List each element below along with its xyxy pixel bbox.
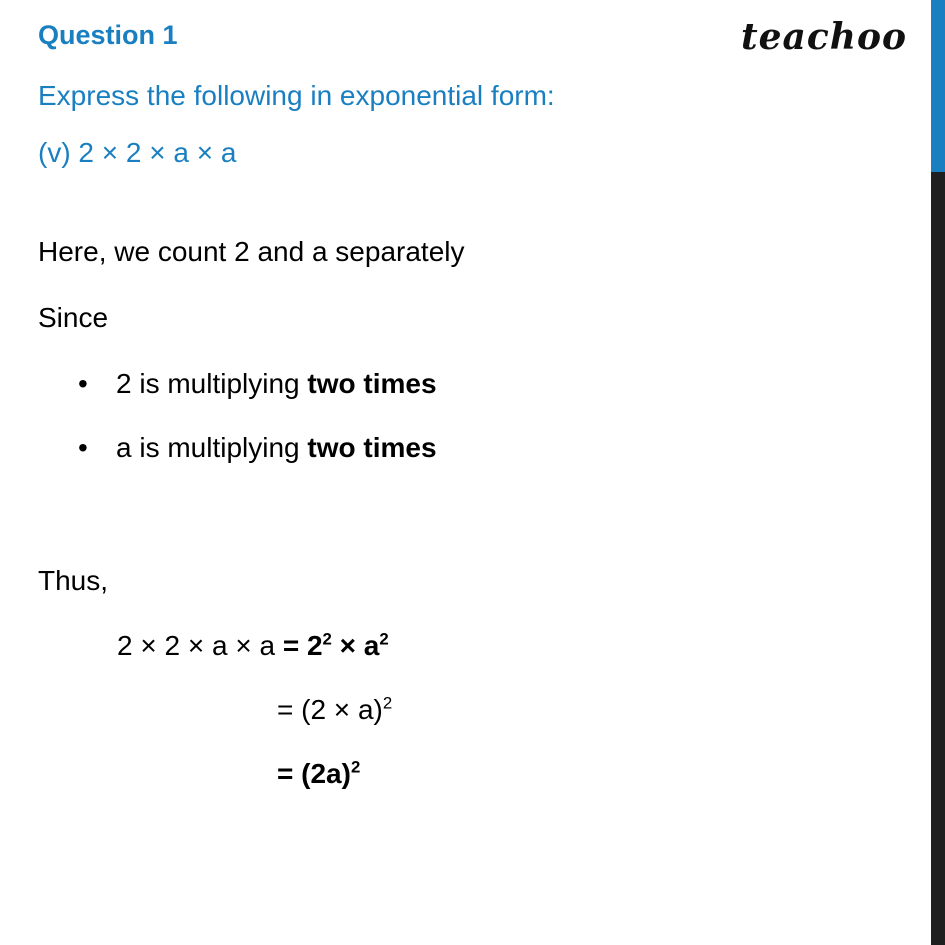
question-part: (v) 2 × 2 × a × a (38, 137, 237, 168)
bullet-text: 2 is multiplying (116, 368, 308, 399)
scrollbar-thumb[interactable] (931, 0, 945, 172)
equation-step-2: = $(2 \times a)^2$ (277, 693, 393, 725)
equation-final-answer: = $(2a)^2$ (277, 757, 361, 789)
bullet-emphasis: two times (307, 368, 437, 399)
bullet-emphasis: two times (307, 432, 437, 463)
bullet-item (78, 368, 437, 400)
bullet-item (78, 432, 437, 464)
teachoo-logo: teachoo (741, 16, 907, 58)
equation-step-1 (117, 630, 389, 662)
solution-intro: Here, we count 2 and a separately (38, 236, 465, 267)
equation-lhs: 2 × 2 × a × a (117, 630, 283, 661)
since-label: Since (38, 302, 109, 333)
bullet-text: a is multiplying (116, 432, 308, 463)
equation-rhs-1: = $2^2 \times a^2$ (282, 629, 389, 661)
bullet-icon: • (78, 368, 88, 399)
question-title: Question 1 (38, 20, 178, 50)
question-prompt: Express the following in exponential form: (38, 80, 555, 111)
bullet-icon: • (78, 432, 88, 463)
thus-label: Thus, (38, 565, 109, 596)
